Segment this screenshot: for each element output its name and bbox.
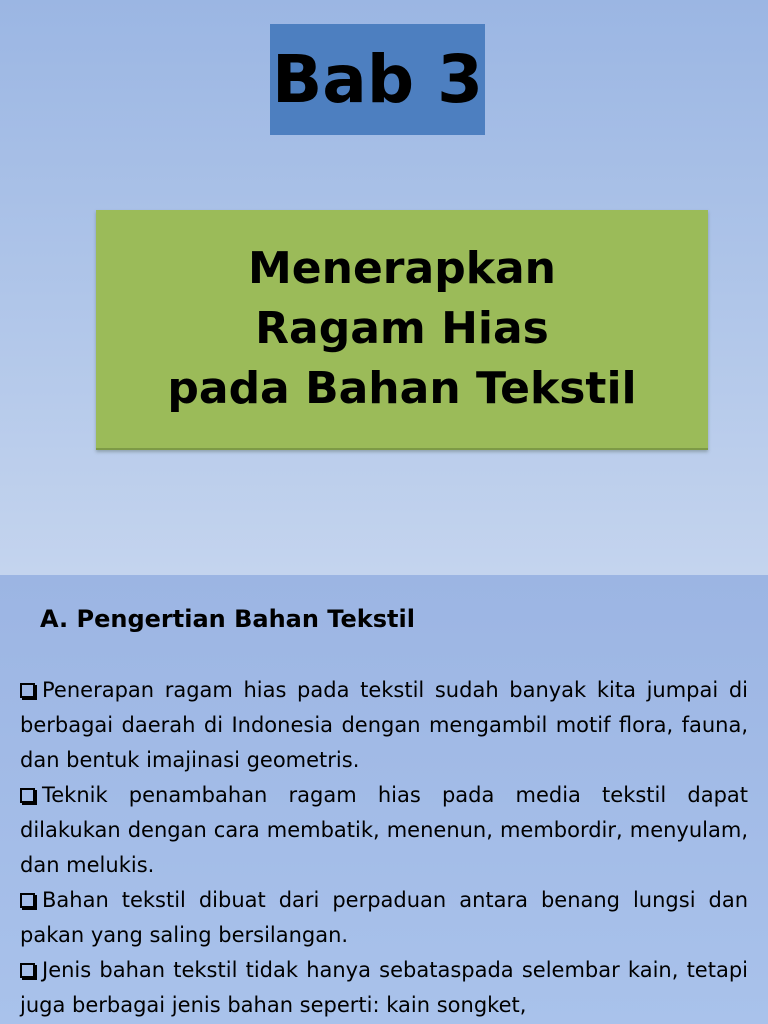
bullet-list	[20, 673, 748, 1023]
square-bullet-icon	[20, 683, 35, 698]
bullet-text: Teknik penambahan ragam hias pada media tekstil dapat dilakukan dengan cara membatik, menenun, membordir, menyulam, dan melukis.	[20, 783, 748, 877]
square-bullet-icon	[20, 788, 35, 803]
title-line-2: Ragam Hias	[255, 303, 549, 355]
bullet-item	[20, 883, 748, 953]
title-line-1: Menerapkan	[248, 243, 556, 295]
bullet-text: Jenis bahan tekstil tidak hanya sebataspada selembar kain, tetapi juga berbagai jenis bahan seperti: kain songket,	[20, 958, 748, 1017]
square-bullet-icon	[20, 963, 35, 978]
bullet-item	[20, 953, 748, 1023]
square-bullet-icon	[20, 893, 35, 908]
section-heading: A. Pengertian Bahan Tekstil	[40, 605, 415, 633]
chapter-label: Bab 3	[272, 40, 483, 118]
title-line-3: pada Bahan Tekstil	[167, 362, 637, 414]
bullet-text: Bahan tekstil dibuat dari perpaduan antara benang lungsi dan pakan yang saling bersilangan.	[20, 888, 748, 947]
title-box	[96, 210, 708, 450]
content-slide	[0, 575, 768, 1024]
bullet-item	[20, 778, 748, 883]
bullet-item	[20, 673, 748, 778]
chapter-label-box	[270, 24, 485, 135]
bullet-text: Penerapan ragam hias pada tekstil sudah banyak kita jumpai di berbagai daerah di Indonesia dengan mengambil motif flora, fauna, dan bentuk imajinasi geometris.	[20, 678, 748, 772]
